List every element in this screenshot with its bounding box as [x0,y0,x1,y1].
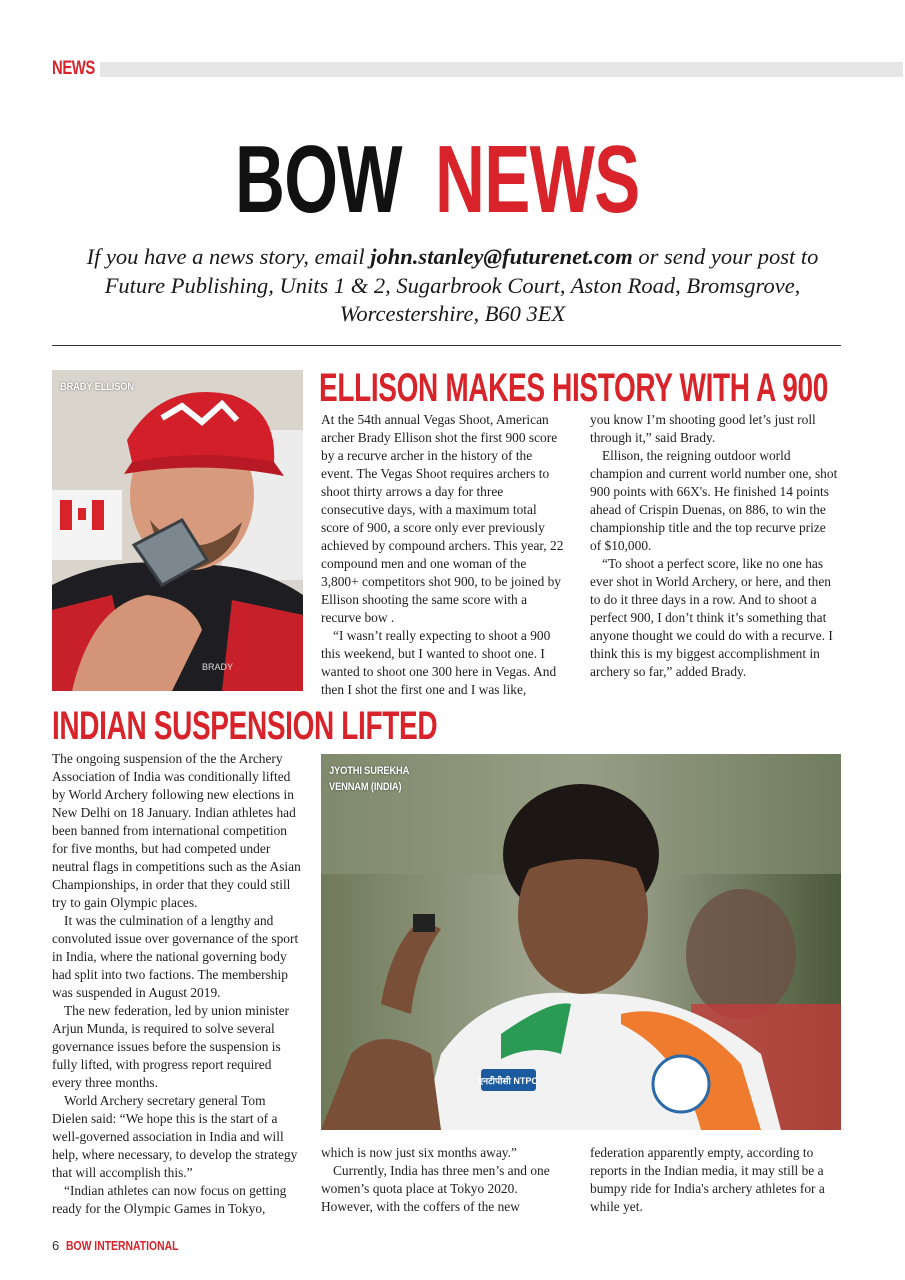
photo-caption-line-1: JYOTHI SUREKHA [329,765,410,777]
story-headline: INDIAN SUSPENSION LIFTED [52,704,438,748]
story2-column-2 [321,1144,566,1216]
svg-text:BRADY: BRADY [202,662,234,672]
archer-portrait-illustration [52,370,303,691]
intro-post: or send your post to Future Publishing, Units 1 & 2, Sugarbrook Court, Aston Road, Bromsgrove, Worcestershire, B60 3EX [104,244,819,326]
intro-pre: If you have a news story, email [86,244,371,269]
paragraph: which is now just six months away.” [321,1145,517,1160]
divider-rule [52,345,841,346]
jyothi-surekha-photo [321,754,841,1130]
paragraph: federation apparently empty, according to reports in the Indian media, it may still be a bumpy ride for India's archery athletes for a while yet. [590,1145,825,1214]
contact-email[interactable]: john.stanley@futurenet.com [370,244,633,269]
story2-column-3 [590,1144,840,1216]
paragraph: “To shoot a perfect score, like no one has ever shot in World Archery, or here, and then to do it three days in a row. And to shoot a perfect 900, I don’t think it’s something that anyone thought we could do with a recurve. I think this is my biggest accomplishment in archery so far,” added Brady. [590,556,833,679]
story1-column-2 [590,411,840,681]
story2-column-1 [52,750,303,1218]
archer-action-illustration [321,754,841,1130]
paragraph: “I wasn’t really expecting to shoot a 900 this weekend, but I wanted to shoot one. I wanted to shoot one 300 here in Vegas. And then I shot the first one and I was like, [321,628,557,697]
brady-ellison-photo [52,370,303,691]
paragraph: you know I’m shooting good let’s just roll through it,” said Brady. [590,412,816,445]
section-label: NEWS [52,58,95,79]
masthead-word-bow: BOW [235,126,402,233]
paragraph: It was the culmination of a lengthy and convoluted issue over governance of the sport in India, where the national governing body had split into two factions. The membership was suspended in August 2019. [52,913,299,1000]
shirt-sponsor-logo: एनटीपीसी NTPC [478,1076,538,1086]
paragraph: At the 54th annual Vegas Shoot, American archer Brady Ellison shot the first 900 score by a recurve archer in the history of the event. The Vegas Shoot requires archers to shoot thirty arrows a day for three consecutive days, with a maximum total score of 900, a score only ever previously achieved by compound archers. This year, 22 compound men and one woman of the 3,800+ competitors shot 900, to be joined by Ellison shooting the same score with a recurve bow . [321,412,564,625]
paragraph: Currently, India has three men’s and one women’s quota place at Tokyo 2020. However, with the coffers of the new [321,1163,550,1214]
story-headline: ELLISON MAKES HISTORY WITH A 900 [319,366,828,410]
page-footer [52,1238,207,1254]
paragraph: “Indian athletes can now focus on getting ready for the Olympic Games in Tokyo, [52,1183,287,1216]
story1-column-1 [321,411,566,699]
masthead-word-news: NEWS [435,126,640,233]
masthead [235,125,675,245]
page-number: 6 [52,1238,60,1253]
photo-caption [329,763,409,795]
paragraph: The ongoing suspension of the the Archery Association of India was conditionally lifted by World Archery following new elections in New Delhi on 18 January. Indian athletes had been banned from international competition for five months, but had competed under neutral flags in competitions such as the Asian Championships, in order that they could still try to gain Olympic places. [52,751,301,910]
paragraph: Ellison, the reigning outdoor world champion and current world number one, shot 900 points with 66X's. He finished 14 points ahead of Crispin Duenas, on 886, to win the championship title and the top recurve prize of $10,000. [590,448,838,553]
section-bar [100,62,903,77]
intro-text [60,243,845,329]
photo-caption-line-2: VENNAM (INDIA) [329,781,402,793]
photo-caption: BRADY ELLISON [60,381,134,393]
publication-name: BOW INTERNATIONAL [66,1238,179,1253]
paragraph: The new federation, led by union minister Arjun Munda, is required to solve several governance issues before the suspension is fully lifted, with progress report required every three months. [52,1003,289,1090]
paragraph: World Archery secretary general Tom Dielen said: “We hope this is the start of a well-governed association in India and will help, where necessary, to develop the strategy that will accomplish this.” [52,1093,298,1180]
